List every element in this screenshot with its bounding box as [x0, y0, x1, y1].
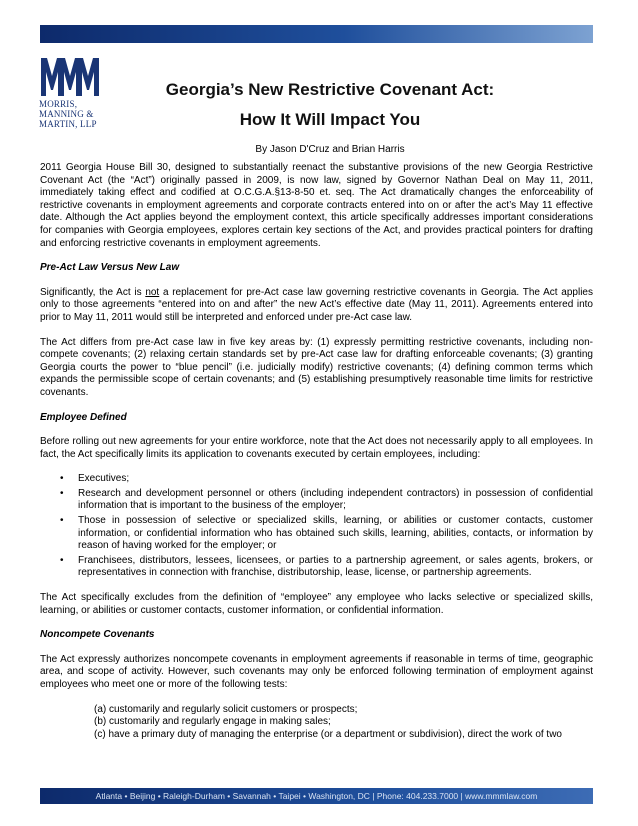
bullet-icon: • [60, 473, 64, 485]
bullet-icon: • [60, 487, 64, 499]
list-item: • Research and development personnel or others (including independent contractors) in possession of confidential information that is important to the business of the employer; [60, 487, 593, 512]
intro-paragraph: 2011 Georgia House Bill 30, designed to substantially reenact the substantive provisions of the new Georgia Restrictive Covenant Act (the “Act”) originally passed in 2009, is now law, signed by Governor Nathan Deal on May 11, 2011, immediately taking effect and codified at O.C.G.A.§13-8-50 et. seq. The Act dramatically changes the enforceability of restrictive covenants in employment agreements and corporate contracts entered into on or after the act’s May 11 effective date. Although the Act applies beyond the employment context, this article specifically addresses important considerations for companies with Georgia employees, explores certain key sections of the Act, and provides practical pointers for drafting and enforcing restrictive covenants in employment agreements. [40, 162, 593, 249]
section-heading-noncompete: Noncompete Covenants [40, 629, 155, 641]
list-item: • Those in possession of selective or specialized skills, learning, or abilities or customer contacts, customer information, or confidential information who has obtained such skills, learning, abilities, contacts, or information by reason of having worked for the employer; or [60, 515, 593, 552]
firm-line-2: MANNING & [39, 109, 94, 119]
employee-paragraph-1: Before rolling out new agreements for your entire workforce, note that the Act does not necessarily apply to all employees. In fact, the Act specifically limits its application to covenants executed by certain employees, including: [40, 436, 593, 460]
noncompete-paragraph-1: The Act expressly authorizes noncompete covenants in employment agreements if reasonable in terms of time, geographic area, and scope of activity. However, such covenants may only be enforced following termination of employment against employees who meet one or more of the following tests: [40, 653, 593, 690]
article-title-line-2: How It Will Impact You [239, 110, 421, 129]
firm-logo [37, 52, 103, 132]
footer-text: Atlanta • Beijing • Raleigh-Durham • Savannah • Taipei • Washington, DC | Phone: 404.233.7000 | www.mmmlaw.com [95, 791, 538, 801]
section-heading-employee-defined: Employee Defined [40, 411, 127, 423]
article-title-line-1: Georgia’s New Restrictive Covenant Act: [165, 80, 495, 99]
list-item: • Executives; [60, 473, 130, 485]
bullet-icon: • [60, 554, 64, 566]
list-item: • Franchisees, distributors, lessees, licensees, or parties to a partnership agreement, or sales agents, brokers, or representatives in connection with franchise, distributorship, lease, license, or partnership agreements. [60, 554, 593, 579]
test-item: (a) customarily and regularly solicit customers or prospects; [94, 703, 358, 715]
header-bar [40, 25, 593, 43]
employee-paragraph-2: The Act specifically excludes from the definition of “employee” any employee who lacks selective or specialized skills, learning, or abilities or customer contacts, customer information, or confidential information. [40, 592, 593, 616]
noncompete-tests [94, 704, 593, 742]
byline: By Jason D'Cruz and Brian Harris [255, 144, 405, 155]
footer-bar [40, 788, 593, 804]
firm-line-3: MARTIN, LLP [39, 119, 97, 129]
firm-name [39, 99, 105, 129]
section-heading-pre-act: Pre-Act Law Versus New Law [40, 262, 180, 274]
mmm-monogram-icon [39, 54, 101, 98]
article-body [40, 162, 593, 741]
test-item: (b) customarily and regularly engage in making sales; [94, 716, 331, 728]
bullet-icon: • [60, 515, 64, 527]
underlined-not: not [145, 286, 160, 298]
pre-act-paragraph-2: The Act differs from pre-Act case law in five key areas by: (1) expressly permitting restrictive covenants, including non-compete covenants; (2) relaxing certain standards set by pre-Act case law for drafting enforceable covenants; (3) granting Georgia courts the power to “blue pencil” (i.e. judicially modify) restrictive covenants; (4) defining common terms which expands the permissible scope of certain covenants; and (5) establishing presumptively reasonable time limits for restrictive covenants. [40, 336, 593, 398]
pre-act-paragraph-1: Significantly, the Act is not a replacement for pre-Act case law governing restrictive covenants in Georgia. The Act applies only to those agreements “entered into on and after” the new Act’s effective date (May 11, 2011). Agreements entered into prior to May 11, 2011 would still be interpreted and enforced under pre-Act case law. [40, 286, 593, 323]
employee-list [40, 473, 593, 580]
test-item: (c) have a primary duty of managing the enterprise (or a department or subdivision), direct the work of two [94, 728, 562, 740]
firm-line-1: MORRIS, [39, 99, 78, 109]
